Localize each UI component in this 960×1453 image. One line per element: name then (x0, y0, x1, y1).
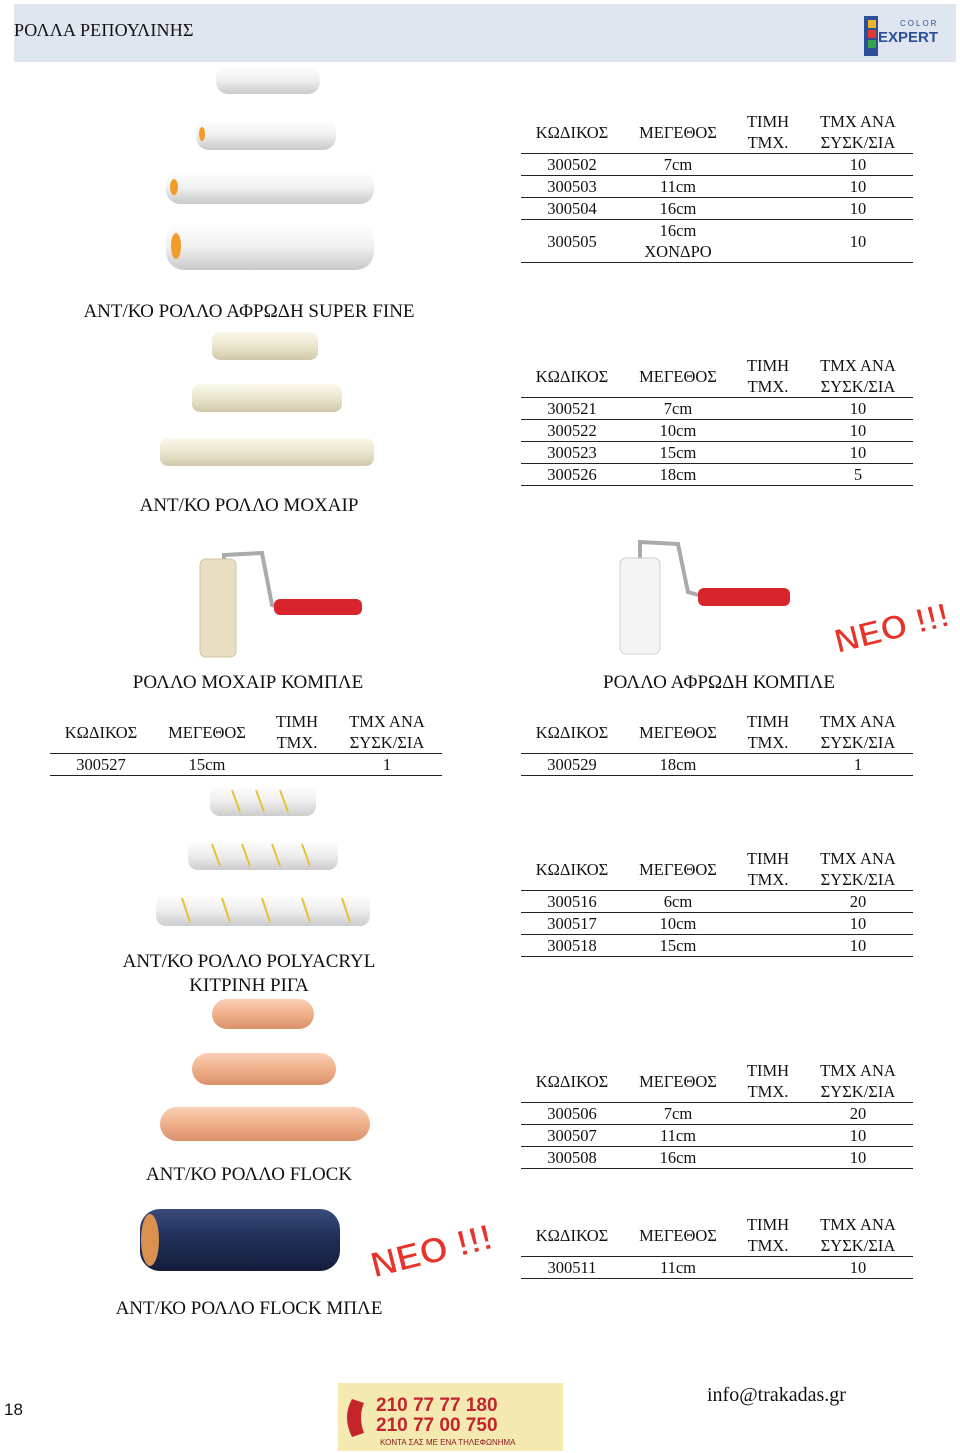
spec-table-foam: ΚΩΔΙΚΟΣ ΜΕΓΕΘΟΣ ΤΙΜΗ ΤΜΧ. ΤΜΧ ΑΝΑ ΣΥΣΚ/ΣΙΑ 300502 7cm 10 300503 11cm 10 300504 16cm 10 300505 16cm ΧΟΝΔΡΟ 10 (521, 111, 913, 263)
svg-text:ΝΕΟ !!!: ΝΕΟ !!! (366, 1215, 497, 1286)
flock-rollers-image (154, 995, 376, 1143)
flock-blue-roller-image (134, 1205, 344, 1275)
page-number: 18 (4, 1400, 23, 1419)
svg-text:ΚΟΝΤΑ ΣΑΣ ΜΕ ΕΝΑ ΤΗΛΕΦΩΝΗΜΑ: ΚΟΝΤΑ ΣΑΣ ΜΕ ΕΝΑ ΤΗΛΕΦΩΝΗΜΑ (380, 1438, 516, 1447)
table-row: 300529 18cm 1 (521, 754, 913, 776)
table-row: 300526 18cm 5 (521, 464, 913, 486)
table-row: 300518 15cm 10 (521, 935, 913, 957)
foam-roller-complete-image (610, 538, 810, 658)
svg-text:210 77 77 180: 210 77 77 180 (376, 1395, 498, 1416)
svg-text:ΝΕΟ !!!: ΝΕΟ !!! (830, 595, 954, 662)
table-row: 300506 7cm 20 (521, 1103, 913, 1125)
table-row: 300504 16cm 10 (521, 198, 913, 220)
new-badge-icon (362, 1205, 497, 1286)
spec-table-mohair-complete: ΚΩΔΙΚΟΣ ΜΕΓΕΘΟΣ ΤΙΜΗ ΤΜΧ. ΤΜΧ ΑΝΑ ΣΥΣΚ/ΣΙΑ 300527 15cm 1 (50, 711, 442, 776)
product-caption: ΑΝΤ/ΚΟ ΡΟΛΛΟ ΑΦΡΩΔΗ SUPER FINE (83, 301, 415, 322)
foam-rollers-image (160, 62, 380, 277)
table-row: 300522 10cm 10 (521, 420, 913, 442)
table-row: 300523 15cm 10 (521, 442, 913, 464)
table-row: 300503 11cm 10 (521, 176, 913, 198)
spec-table-flock: ΚΩΔΙΚΟΣ ΜΕΓΕΘΟΣ ΤΙΜΗ ΤΜΧ. ΤΜΧ ΑΝΑ ΣΥΣΚ/ΣΙΑ 300506 7cm 20 300507 11cm 10 300508 16cm 10 (521, 1060, 913, 1169)
spec-table-flock-blue: ΚΩΔΙΚΟΣ ΜΕΓΕΘΟΣ ΤΙΜΗ ΤΜΧ. ΤΜΧ ΑΝΑ ΣΥΣΚ/ΣΙΑ 300511 11cm 10 (521, 1214, 913, 1279)
table-row: 300517 10cm 10 (521, 913, 913, 935)
phone-banner (338, 1383, 563, 1451)
table-row: 300521 7cm 10 (521, 398, 913, 420)
svg-text:210 77 00 750: 210 77 00 750 (376, 1415, 498, 1436)
table-row: 300511 11cm 10 (521, 1257, 913, 1279)
product-caption: ΡΟΛΛΟ ΑΦΡΩΔΗ ΚΟΜΠΛΕ (603, 672, 835, 693)
logo-expert-text: EXPERT (878, 29, 939, 46)
spec-table-polyacryl: ΚΩΔΙΚΟΣ ΜΕΓΕΘΟΣ ΤΙΜΗ ΤΜΧ. ΤΜΧ ΑΝΑ ΣΥΣΚ/ΣΙΑ 300516 6cm 20 300517 10cm 10 300518 15cm 10 (521, 848, 913, 957)
new-badge-icon (824, 585, 954, 662)
product-caption: ΑΝΤ/ΚΟ ΡΟΛΛΟ ΜΟΧΑΙΡ (139, 495, 359, 516)
product-caption: ΑΝΤ/ΚΟ ΡΟΛΛΟ POLYACRYL ΚΙΤΡΙΝΗ ΡΙΓΑ (122, 951, 376, 996)
color-expert-logo (864, 12, 952, 60)
spec-table-mohair: ΚΩΔΙΚΟΣ ΜΕΓΕΘΟΣ ΤΙΜΗ ΤΜΧ. ΤΜΧ ΑΝΑ ΣΥΣΚ/ΣΙΑ 300521 7cm 10 300522 10cm 10 300523 15cm 10 300526 18cm 5 (521, 355, 913, 486)
mohair-roller-complete-image (180, 545, 380, 660)
product-caption: ΡΟΛΛΟ ΜΟΧΑΙΡ ΚΟΜΠΛΕ (132, 672, 364, 693)
table-row: 300505 16cm ΧΟΝΔΡΟ 10 (521, 220, 913, 263)
spec-table-foam-complete: ΚΩΔΙΚΟΣ ΜΕΓΕΘΟΣ ΤΙΜΗ ΤΜΧ. ΤΜΧ ΑΝΑ ΣΥΣΚ/ΣΙΑ 300529 18cm 1 (521, 711, 913, 776)
logo-color-text: COLOR (900, 19, 939, 28)
table-row: 300507 11cm 10 (521, 1125, 913, 1147)
polyacryl-rollers-image (152, 782, 374, 932)
table-row: 300508 16cm 10 (521, 1147, 913, 1169)
contact-email[interactable]: info@trakadas.gr (707, 1384, 846, 1406)
table-row: 300516 6cm 20 (521, 891, 913, 913)
mohair-rollers-image (156, 326, 378, 471)
product-caption: ΑΝΤ/ΚΟ ΡΟΛΛΟ FLOCK ΜΠΛΕ (115, 1298, 383, 1319)
page-title: ΡΟΛΛΑ ΡΕΠΟΥΛΙΝΗΣ (14, 20, 194, 40)
table-row: 300527 15cm 1 (50, 754, 442, 776)
product-caption: ΑΝΤ/ΚΟ ΡΟΛΛΟ FLOCK (145, 1164, 353, 1185)
table-row: 300502 7cm 10 (521, 154, 913, 176)
